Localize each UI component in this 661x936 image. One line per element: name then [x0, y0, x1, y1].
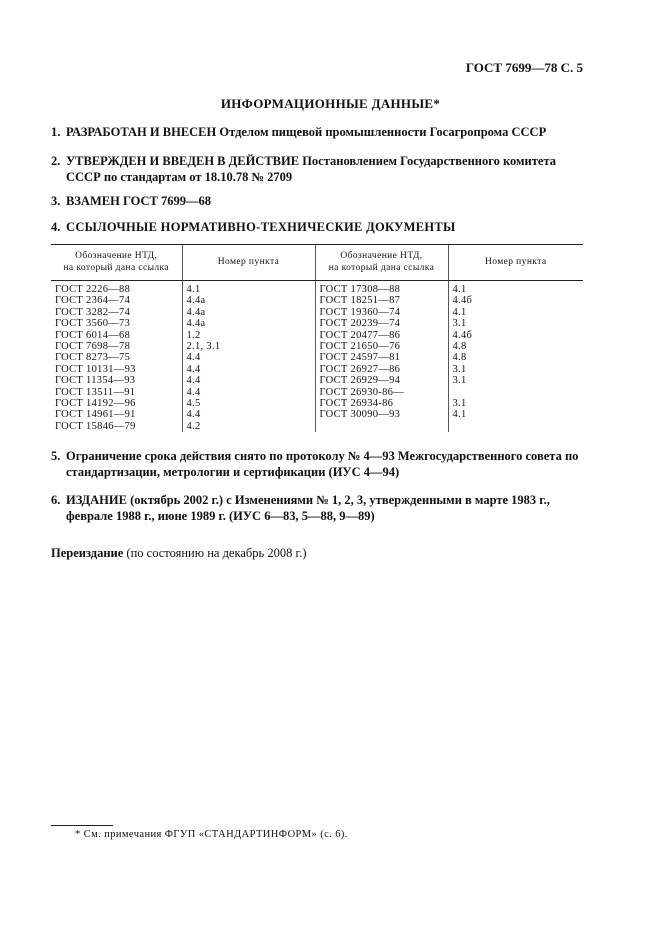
header-line: Обозначение НТД, [75, 250, 158, 261]
cell-value: 4.1 [186, 284, 201, 295]
cell-value: 3.1 [452, 318, 467, 330]
header-line: на который дана ссылка [63, 262, 170, 273]
cell-value: ГОСТ 13511—91 [55, 386, 136, 398]
cell-value: ГОСТ 18251—87 [319, 295, 401, 307]
cell-value: 4.1 [452, 409, 467, 421]
cell-value: 4.4 [186, 363, 201, 375]
section-text: ВЗАМЕН ГОСТ 7699—68 [66, 194, 211, 208]
cell-value: ГОСТ 15846—79 [55, 420, 136, 432]
cell-value: 3.1 [452, 363, 467, 375]
cell-value: ГОСТ 19360—74 [319, 306, 401, 318]
column-header-document [315, 245, 448, 281]
cell-value: 4.4б [452, 295, 473, 307]
cell-value: ГОСТ 26934-86 [319, 398, 394, 410]
doc-cell [51, 281, 182, 433]
table-header-row [51, 245, 583, 281]
cell-value: ГОСТ 3560—73 [55, 318, 131, 330]
section-number: 3. [51, 194, 61, 208]
cell-value: ГОСТ 6014—68 [55, 329, 131, 341]
section-body [66, 153, 591, 185]
cell-value: ГОСТ 26930-86— [319, 386, 405, 398]
section-number: 2. [51, 154, 61, 168]
section-text: ССЫЛОЧНЫЕ НОРМАТИВНО-ТЕХНИЧЕСКИЕ ДОКУМЕНТЫ [66, 220, 456, 234]
cell-value: 4.4 [186, 409, 201, 421]
page-header: ГОСТ 7699—78 С. 5 [465, 60, 583, 75]
cell-value: 4.4 [186, 352, 201, 364]
cell-value: ГОСТ 26929—94 [319, 375, 401, 387]
section-2 [51, 153, 591, 185]
cell-value: ГОСТ 20477—86 [319, 329, 401, 341]
header-line: Обозначение НТД, [340, 250, 423, 261]
table-row [51, 281, 583, 433]
section-number: 6. [51, 493, 61, 507]
cell-value: ГОСТ 7698—78 [55, 341, 131, 353]
cell-value: ГОСТ 30090—93 [319, 409, 401, 421]
cell-value: 4.5 [186, 398, 201, 410]
reissue-lead: Переиздание [51, 546, 124, 560]
cell-value: 4.4 [186, 375, 201, 387]
cell-value: ГОСТ 14961—91 [55, 409, 136, 421]
section-4 [51, 219, 591, 235]
cell-value: ГОСТ 21650—76 [319, 341, 401, 353]
cell-value: ГОСТ 2226—88 [55, 284, 131, 295]
column-header-document [51, 245, 182, 281]
header-line: на который дана ссылка [328, 262, 435, 273]
section-3 [51, 193, 591, 209]
cell-value: 4.1 [452, 306, 467, 318]
cell-value: ГОСТ 3282—74 [55, 306, 131, 318]
reissue-text: (по состоянию на декабрь 2008 г.) [123, 546, 307, 560]
cell-value: 1.2 [186, 329, 201, 341]
section-body [66, 124, 591, 140]
cell-value: 2.1, 3.1 [186, 341, 221, 353]
cell-value: ГОСТ 8273—75 [55, 352, 131, 364]
cell-value: 4.1 [452, 284, 467, 295]
section-lead: РАЗРАБОТАН И ВНЕСЕН [66, 125, 217, 139]
section-lead: УТВЕРЖДЕН И ВВЕДЕН В ДЕЙСТВИЕ [66, 154, 300, 168]
column-header-item: Номер пункта [448, 245, 583, 281]
item-cell [182, 281, 315, 433]
cell-value: ГОСТ 20239—74 [319, 318, 401, 330]
section-5 [51, 448, 591, 480]
cell-value: ГОСТ 26927—86 [319, 363, 401, 375]
footnote: * См. примечания ФГУП «СТАНДАРТИНФОРМ» (с. 6). [75, 829, 348, 840]
document-title: ИНФОРМАЦИОННЫЕ ДАННЫЕ* [220, 96, 441, 111]
cell-value: 4.4а [186, 318, 206, 330]
cell-value: ГОСТ 10131—93 [55, 363, 136, 375]
reference-documents-table [51, 244, 583, 432]
item-cell [448, 281, 583, 433]
cell-value: ГОСТ 17308—88 [319, 284, 401, 295]
section-text: Ограничение срока действия снято по протоколу № 4—93 Межгосударственного совета по стандартизации, метрологии и сертификации (ИУС 4—94) [66, 449, 579, 479]
section-number: 5. [51, 449, 61, 463]
cell-value: ГОСТ 11354—93 [55, 375, 136, 387]
cell-value: ГОСТ 14192—96 [55, 398, 136, 410]
cell-value: 3.1 [452, 375, 467, 387]
reissue-note [51, 546, 306, 561]
cell-value: 4.4б [452, 329, 473, 341]
cell-value: 3.1 [452, 398, 467, 410]
cell-value: 4.2 [186, 420, 201, 432]
cell-value: ГОСТ 24597—81 [319, 352, 401, 364]
section-text: Отделом пищевой промышленности Госагропрома СССР [216, 125, 547, 139]
cell-value: 4.8 [452, 341, 467, 353]
cell-value: 4.4а [186, 295, 206, 307]
section-number: 4. [51, 220, 61, 234]
cell-value: 4.4а [186, 306, 206, 318]
cell-value: ГОСТ 2364—74 [55, 295, 131, 307]
doc-cell [315, 281, 448, 433]
cell-value: 4.8 [452, 352, 467, 364]
cell-value: 4.4 [186, 386, 201, 398]
section-text: ИЗДАНИЕ (октябрь 2002 г.) с Изменениями № 1, 2, 3, утвержденными в марте 1983 г., феврале 1988 г., июне 1989 г. (ИУС 6—83, 5—88, 9—89) [66, 493, 550, 523]
section-1 [51, 124, 591, 140]
footnote-divider [51, 825, 113, 826]
column-header-item: Номер пункта [182, 245, 315, 281]
section-6 [51, 492, 591, 524]
section-text: Постановлением Государственного комитета СССР по стандартам от 18.10.78 № 2709 [66, 154, 556, 184]
section-number: 1. [51, 125, 61, 139]
